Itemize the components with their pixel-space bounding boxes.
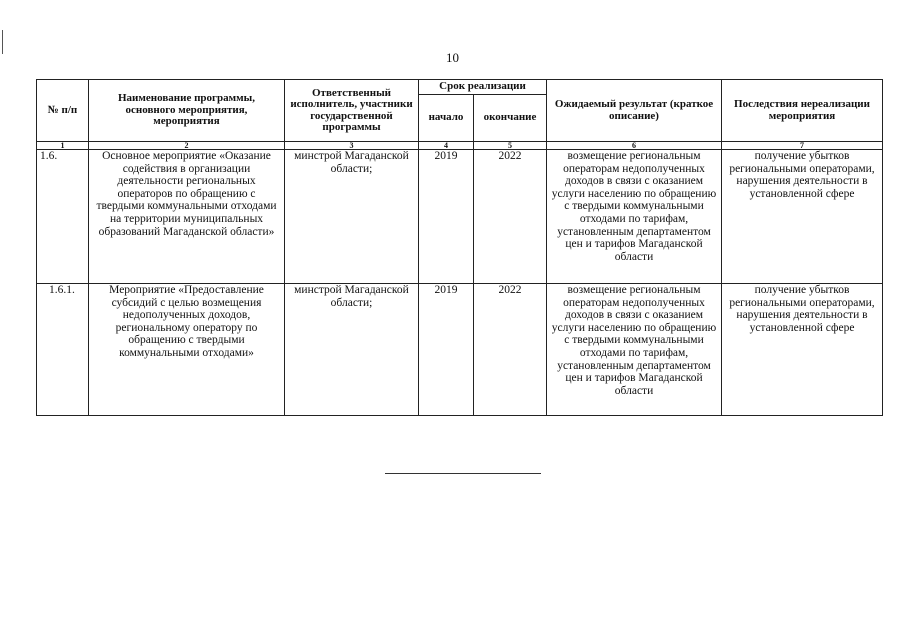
program-activities-table xyxy=(36,79,883,416)
row-consequences: получение убытков региональными операторами, нарушения деятельности в установленной сфере xyxy=(722,150,883,284)
row-end: 2022 xyxy=(474,284,547,416)
table-row xyxy=(37,284,883,416)
row-num: 1.6. xyxy=(37,150,89,284)
table-row xyxy=(37,150,883,284)
end-of-section-divider xyxy=(385,473,541,474)
header-start: начало xyxy=(419,95,474,142)
row-name: Основное мероприятие «Оказание содействия в организации деятельности региональных операторов по обращению с твердыми коммунальными отходами на территории муниципальных образований Магаданской области» xyxy=(89,150,285,284)
page-number: 10 xyxy=(446,50,459,65)
column-number: 2 xyxy=(89,142,285,150)
column-number: 4 xyxy=(419,142,474,150)
column-number-row xyxy=(37,142,883,150)
row-executor: минстрой Магаданской области; xyxy=(285,284,419,416)
row-end: 2022 xyxy=(474,150,547,284)
header-consequences: Последствия нереализации мероприятия xyxy=(722,80,883,142)
column-number: 5 xyxy=(474,142,547,150)
header-name: Наименование программы, основного мероприятия, мероприятия xyxy=(89,80,285,142)
row-name: Мероприятие «Предоставление субсидий с целью возмещения недополученных доходов, региональному оператору по обращению с твердыми коммунальными отходами» xyxy=(89,284,285,416)
header-term: Срок реализации xyxy=(419,80,547,95)
header-executor: Ответственный исполнитель, участники государственной программы xyxy=(285,80,419,142)
column-number: 1 xyxy=(37,142,89,150)
row-executor: минстрой Магаданской области; xyxy=(285,150,419,284)
column-number: 6 xyxy=(547,142,722,150)
row-result: возмещение региональным операторам недополученных доходов в связи с оказанием услуги населению по обращению с твердыми коммунальными отходами по тарифам, установленным департаментом цен и тарифов Магаданской области xyxy=(547,150,722,284)
header-num: № п/п xyxy=(37,80,89,142)
row-start: 2019 xyxy=(419,150,474,284)
header-end: окончание xyxy=(474,95,547,142)
row-start: 2019 xyxy=(419,284,474,416)
column-number: 7 xyxy=(722,142,883,150)
header-result: Ожидаемый результат (краткое описание) xyxy=(547,80,722,142)
row-consequences: получение убытков региональными операторами, нарушения деятельности в установленной сфере xyxy=(722,284,883,416)
row-result: возмещение региональным операторам недополученных доходов в связи с оказанием услуги населению по обращению с твердыми коммунальными отходами по тарифам, установленным департаментом цен и тарифов Магаданской области xyxy=(547,284,722,416)
row-num: 1.6.1. xyxy=(37,284,89,416)
column-number: 3 xyxy=(285,142,419,150)
